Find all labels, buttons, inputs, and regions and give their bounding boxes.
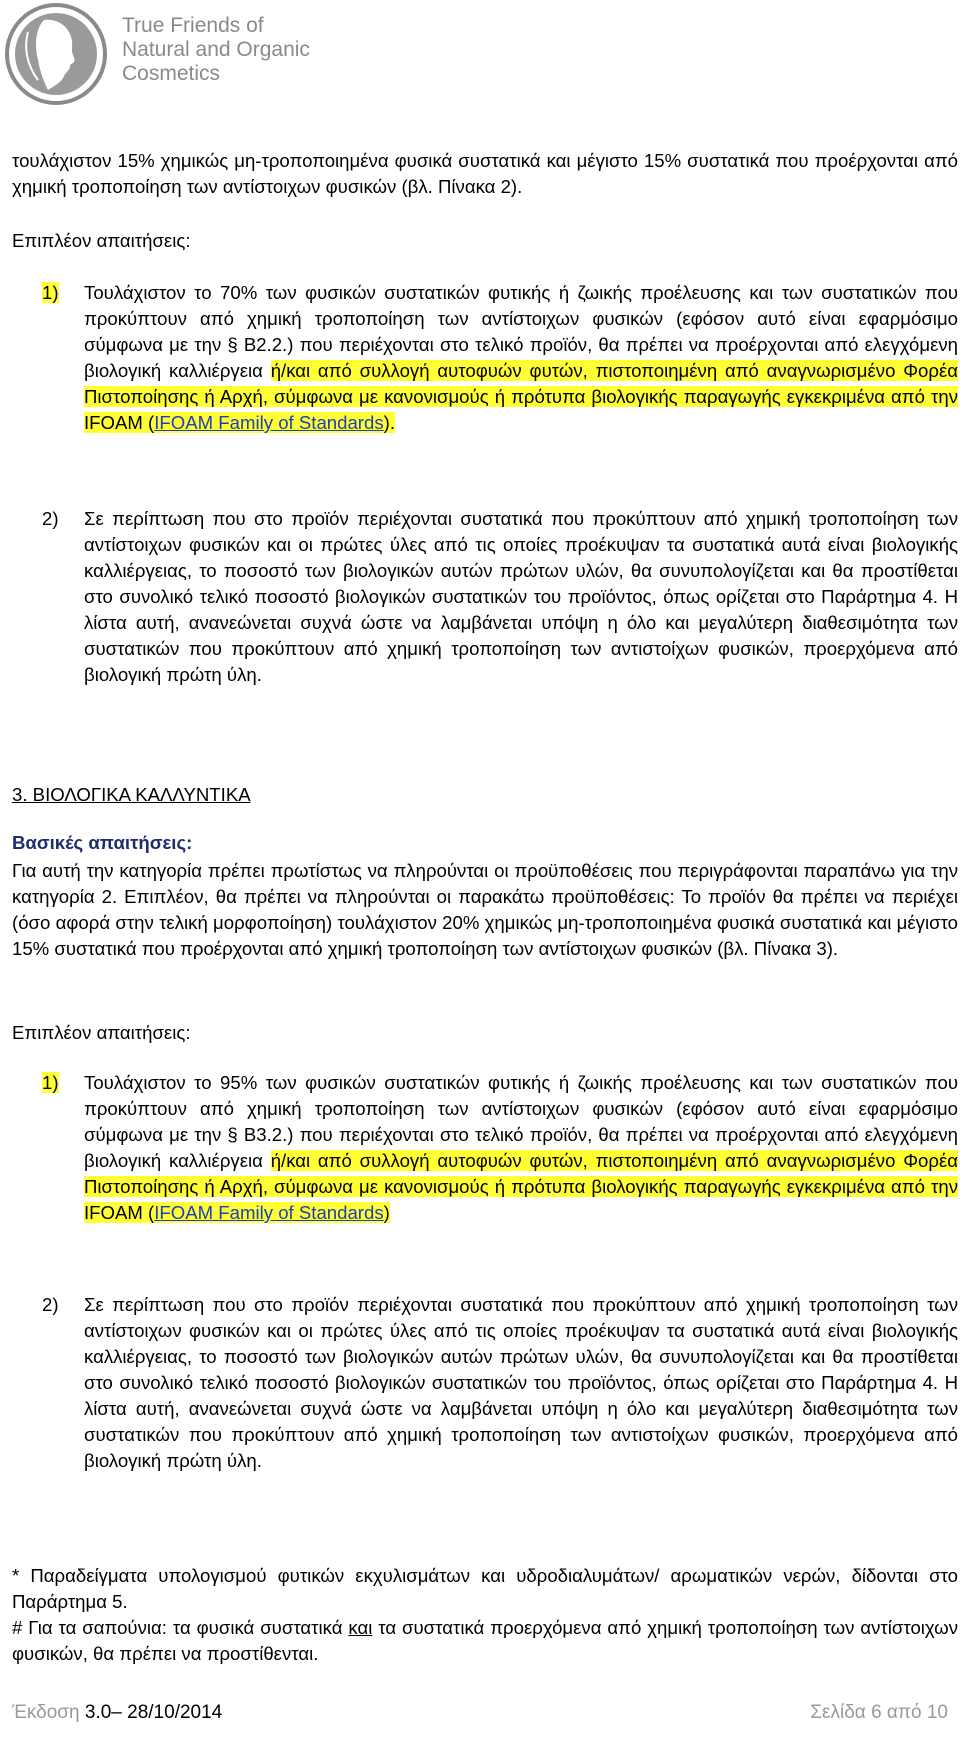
section-3-heading: 3. ΒΙΟΛΟΓΙΚΑ ΚΑΛΛΥΝΤΙΚΑ xyxy=(12,784,251,805)
extra-requirements-label-2: Επιπλέον απαιτήσεις: xyxy=(12,1022,191,1043)
intro-paragraph: τουλάχιστον 15% χημικώς μη-τροποποιημένα φυσικά συστατικά και μέγιστο 15% συστατικά που προέρχονται από χημική τροποποίηση των αντίστοιχων φυσικών (βλ. Πίνακα 2). xyxy=(12,150,958,197)
footer-page-number: Σελίδα 6 από 10 xyxy=(810,1702,948,1723)
sec2-item1-highlight: ή/και από συλλογή αυτοφυών φυτών, πιστοποιημένη από αναγνωρισμένο Φορέα Πιστοποίησης ή Αρχή, σύμφωνα με κανονισμούς ή πρότυπα βιολογικής παραγωγής εγκεκριμένα από την IFOAM (IFOAM Family of Standards). xyxy=(84,360,958,433)
sec3-item2-text: Σε περίπτωση που στο προϊόν περιέχονται συστατικά που προκύπτουν από χημική τροποποίηση των αντίστοιχων φυσικών και οι πρώτες ύλες από τις οποίες προέκυψαν τα συστατικά αυτά είναι βιολογικής καλλιέργειας, το ποσοστό των βιολογικών αυτών πρώτων υλών, θα συνυπολογίζεται και θα προστίθεται στο συνολικό τελικό ποσοστό βιολογικών συστατικών του προϊόντος, όπως ορίζεται στο Παράρτημα 4. Η λίστα αυτή, ανανεώνεται συχνά ώστε να λαμβάνεται υπόψη η όλο και μεγαλύτερη διαθεσιμότητα των συστατικών που προκύπτουν από χημική τροποποίηση των αντιστοίχων φυσικών, προερχόμενα από βιολογική πρώτη ύλη. xyxy=(84,1294,958,1471)
logo-line-1: True Friends of xyxy=(122,14,264,37)
logo-line-3: Cosmetics xyxy=(122,62,221,85)
footer-edition: Έκδοση 3.0– 28/10/2014 xyxy=(12,1702,223,1723)
sec3-item1-highlight: ή/και από συλλογή αυτοφυών φυτών, πιστοποιημένη από αναγνωρισμένο Φορέα Πιστοποίησης ή Αρχή, σύμφωνα με κανονισμούς ή πρότυπα βιολογικής παραγωγής εγκεκριμένα από την IFOAM (IFOAM Family of Standards) xyxy=(84,1150,958,1223)
sec2-item2-text: Σε περίπτωση που στο προϊόν περιέχονται συστατικά που προκύπτουν από χημική τροποποίηση των αντίστοιχων φυσικών και οι πρώτες ύλες από τις οποίες προέκυψαν τα συστατικά αυτά είναι βιολογικής καλλιέργειας, το ποσοστό των βιολογικών αυτών πρώτων υλών, θα συνυπολογίζεται και θα προστίθεται στο συνολικό τελικό ποσοστό βιολογικών συστατικών του προϊόντος, όπως ορίζεται στο Παράρτημα 4. Η λίστα αυτή, ανανεώνεται συχνά ώστε να λαμβάνεται υπόψη η όλο και μεγαλύτερη διαθεσιμότητα των συστατικών που προκύπτουν από χημική τροποποίηση των αντιστοίχων φυσικών, προερχόμενα από βιολογική πρώτη ύλη. xyxy=(84,508,958,685)
ifoam-standards-link[interactable]: IFOAM Family of Standards xyxy=(154,412,384,433)
ifoam-standards-link-2[interactable]: IFOAM Family of Standards xyxy=(154,1202,384,1223)
logo-wordmark xyxy=(122,14,310,86)
logo-line-2: Natural and Organic xyxy=(122,38,310,61)
natrue-logo-icon xyxy=(4,2,108,106)
extra-requirements-label-1: Επιπλέον απαιτήσεις: xyxy=(12,230,191,251)
sec3-item1-number: 1) xyxy=(42,1072,59,1093)
sec2-item1-number: 1) xyxy=(42,282,59,303)
sec3-basic-paragraph: Για αυτή την κατηγορία πρέπει πρωτίστως να πληρούνται οι προϋποθέσεις που περιγράφονται παραπάνω για την κατηγορία 2. Επιπλέον, θα πρέπει να πληρούνται οι παρακάτω προϋποθέσεις: Το προϊόν θα πρέπει να περιέχει (όσο αφορά στην τελική μορφοποίηση) τουλάχιστον 20% χημικώς μη-τροποποιημένα φυσικά συστατικά και μέγιστο 15% συστατικά που προέρχονται από χημική τροποποίηση των αντίστοιχων φυσικών (βλ. Πίνακα 3). xyxy=(12,860,958,959)
sec2-item2-number: 2) xyxy=(42,508,59,529)
sec3-item1-text: Τουλάχιστον το 95% των φυσικών συστατικών φυτικής ή ζωικής προέλευσης και των συστατικών που προκύπτουν από χημική τροποποίηση των αντίστοιχων φυσικών (εφόσον αυτό είναι εφαρμόσιμο σύμφωνα με την § Β3.2.) που περιέχονται στο τελικό προϊόν, θα πρέπει να προέρχονται από ελεγχόμενη βιολογική καλλιέργεια ή/και από συλλογή αυτοφυών φυτών, πιστοποιημένη από αναγνωρισμένο Φορέα Πιστοποίησης ή Αρχή, σύμφωνα με κανονισμούς ή πρότυπα βιολογικής παραγωγής εγκεκριμένα από την IFOAM (IFOAM Family of Standards) xyxy=(84,1072,958,1223)
natrue-logo xyxy=(0,0,400,110)
basic-requirements-label: Βασικές απαιτήσεις: xyxy=(12,832,193,853)
sec3-item2-number: 2) xyxy=(42,1294,59,1315)
note-soaps: # Για τα σαπούνια: τα φυσικά συστατικά και τα συστατικά προερχόμενα από χημική τροποποίηση των αντίστοιχων φυσικών, θα πρέπει να προστίθενται. xyxy=(12,1617,958,1664)
sec2-item1-text: Τουλάχιστον το 70% των φυσικών συστατικών φυτικής ή ζωικής προέλευσης και των συστατικών που προκύπτουν από χημική τροποποίηση των αντίστοιχων φυσικών (εφόσον αυτό είναι εφαρμόσιμο σύμφωνα με την § Β2.2.) που περιέχονται στο τελικό προϊόν, θα πρέπει να προέρχονται από ελεγχόμενη βιολογική καλλιέργεια ή/και από συλλογή αυτοφυών φυτών, πιστοποιημένη από αναγνωρισμένο Φορέα Πιστοποίησης ή Αρχή, σύμφωνα με κανονισμούς ή πρότυπα βιολογικής παραγωγής εγκεκριμένα από την IFOAM (IFOAM Family of Standards). xyxy=(84,282,958,433)
note-plant-extracts: * Παραδείγματα υπολογισμού φυτικών εκχυλισμάτων και υδροδιαλυμάτων/ αρωματικών νερών, δίδονται στο Παράρτημα 5. xyxy=(12,1565,958,1612)
